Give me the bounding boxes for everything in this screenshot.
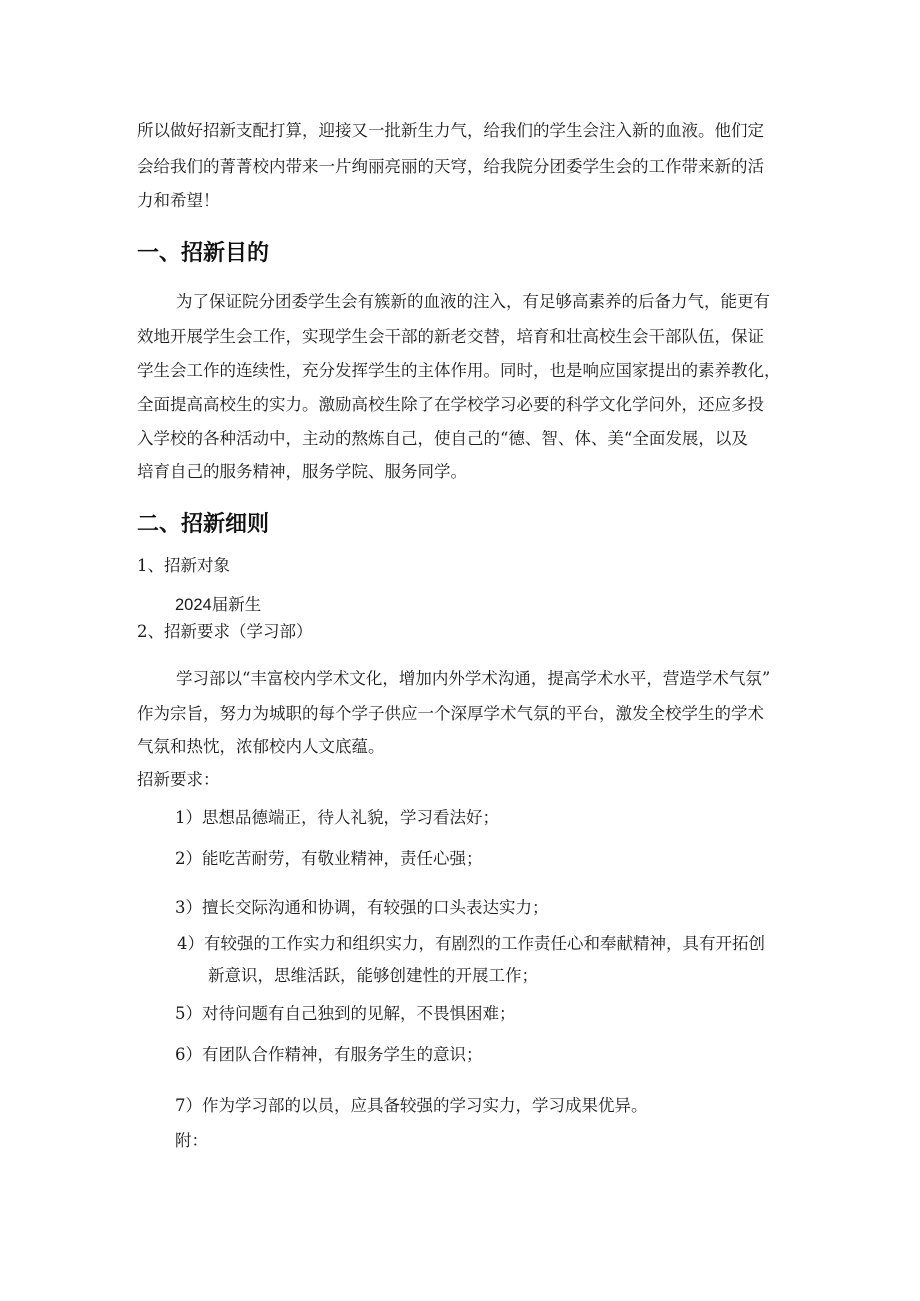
section-1-line-3: 学生会工作的连续性，充分发挥学生的主体作用。同时，也是响应国家提出的素养教化， bbox=[137, 361, 781, 380]
item-1-title: 1、招新对象 bbox=[137, 556, 230, 575]
section-1-line-6: 培育自己的服务精神，服务学院、服务同学。 bbox=[137, 462, 467, 481]
item-2-title: 2、招新要求（学习部） bbox=[137, 622, 313, 641]
intro-line-2: 会给我们的菁菁校内带来一片绚丽亮丽的天穹，给我院分团委学生会的工作带来新的活 bbox=[137, 157, 764, 176]
desc-line-2: 作为宗旨，努力为城职的每个学子供应一个深厚学术气氛的平台，激发全校学生的学术 bbox=[137, 704, 764, 723]
requirement-4-cont: 新意识，思维活跃，能够创建性的开展工作； bbox=[208, 966, 538, 985]
requirement-6: 6）有团队合作精神，有服务学生的意识； bbox=[175, 1045, 483, 1064]
intro-line-3: 力和希望！ bbox=[137, 191, 220, 210]
requirement-3: 3）擅长交际沟通和协调，有较强的口头表达实力； bbox=[175, 898, 549, 917]
desc-line-1: 学习部以“丰富校内学术文化，增加内外学术沟通，提高学术水平，营造学术气氛” bbox=[176, 669, 771, 688]
requirement-5: 5）对待问题有自己独到的见解，不畏惧困难； bbox=[175, 1004, 516, 1023]
desc-line-3: 气氛和热忱，浓郁校内人文底蕴。 bbox=[137, 737, 385, 756]
intro-line-1: 所以做好招新支配打算，迎接又一批新生力气，给我们的学生会注入新的血液。他们定 bbox=[137, 121, 764, 140]
appendix-label: 附： bbox=[175, 1131, 208, 1150]
section-1-line-5: 入学校的各种活动中，主动的熬炼自己，使自己的“德、智、体、美“全面发展，以及 bbox=[137, 429, 748, 448]
requirement-1: 1）思想品德端正，待人礼貌，学习看法好； bbox=[175, 808, 499, 827]
requirements-label: 招新要求： bbox=[137, 770, 220, 789]
section-1-line-2: 效地开展学生会工作，实现学生会干部的新老交替，培育和壮高校生会干部队伍，保证 bbox=[137, 327, 764, 346]
section-1-heading: 一、招新目的 bbox=[137, 241, 270, 266]
requirement-7: 7）作为学习部的以员，应具备较强的学习实力，学习成果优异。 bbox=[175, 1096, 648, 1115]
section-1-line-1: 为了保证院分团委学生会有簇新的血液的注入，有足够高素养的后备力气，能更有 bbox=[176, 292, 770, 311]
item-1-value: 2024届新生 bbox=[175, 596, 262, 614]
requirement-2: 2）能吃苦耐劳，有敬业精神，责任心强； bbox=[175, 849, 483, 868]
section-2-heading: 二、招新细则 bbox=[137, 512, 270, 537]
section-1-line-4: 全面提高高校生的实力。激励高校生除了在学校学习必要的科学文化学问外，还应多投 bbox=[137, 395, 764, 414]
requirement-4: 4）有较强的工作实力和组织实力，有剧烈的工作责任心和奉献精神，具有开拓创 bbox=[177, 934, 765, 953]
